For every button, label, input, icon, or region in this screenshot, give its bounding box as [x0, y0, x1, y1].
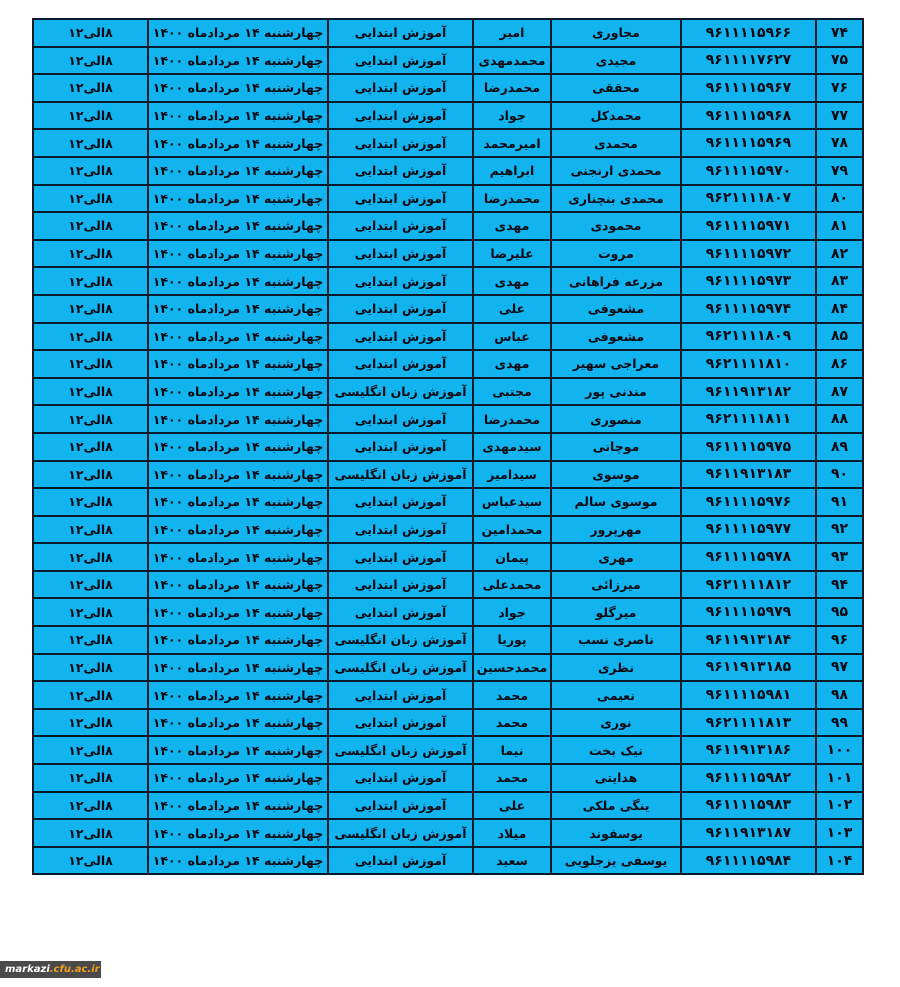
first-name-cell: جواد	[473, 598, 551, 626]
exam-date-cell: چهارشنبه ۱۴ مردادماه ۱۴۰۰	[148, 461, 328, 489]
field-of-study-cell: آموزش ابتدایی	[328, 19, 473, 47]
exam-schedule-table	[32, 18, 864, 875]
last-name-cell: ناصری نسب	[551, 626, 681, 654]
exam-time-cell: ۸الی۱۲	[33, 792, 148, 820]
exam-time-cell: ۸الی۱۲	[33, 654, 148, 682]
field-of-study-cell: آموزش ابتدایی	[328, 102, 473, 130]
table-row	[33, 405, 863, 433]
exam-time-cell: ۸الی۱۲	[33, 598, 148, 626]
field-of-study-cell: آموزش ابتدایی	[328, 47, 473, 75]
student-code-cell: ۹۶۱۱۹۱۳۱۸۵	[681, 654, 816, 682]
last-name-cell: محمدی بنچناری	[551, 185, 681, 213]
last-name-cell: مهری	[551, 543, 681, 571]
exam-date-cell: چهارشنبه ۱۴ مردادماه ۱۴۰۰	[148, 709, 328, 737]
field-of-study-cell: آموزش ابتدایی	[328, 488, 473, 516]
exam-time-cell: ۸الی۱۲	[33, 847, 148, 875]
student-code-cell: ۹۶۱۱۱۱۵۹۷۴	[681, 295, 816, 323]
row-number-cell: ۹۶	[816, 626, 863, 654]
last-name-cell: موسوی	[551, 461, 681, 489]
exam-date-cell: چهارشنبه ۱۴ مردادماه ۱۴۰۰	[148, 847, 328, 875]
row-number-cell: ۹۷	[816, 654, 863, 682]
first-name-cell: محمد	[473, 681, 551, 709]
exam-date-cell: چهارشنبه ۱۴ مردادماه ۱۴۰۰	[148, 681, 328, 709]
student-code-cell: ۹۶۱۱۱۱۵۹۸۴	[681, 847, 816, 875]
table-body	[33, 19, 863, 874]
exam-time-cell: ۸الی۱۲	[33, 681, 148, 709]
last-name-cell: یوسفی یزجلویی	[551, 847, 681, 875]
last-name-cell: نوری	[551, 709, 681, 737]
student-code-cell: ۹۶۱۱۱۱۵۹۷۲	[681, 240, 816, 268]
row-number-cell: ۸۳	[816, 267, 863, 295]
exam-time-cell: ۸الی۱۲	[33, 709, 148, 737]
field-of-study-cell: آموزش ابتدایی	[328, 792, 473, 820]
row-number-cell: ۱۰۱	[816, 764, 863, 792]
table-row	[33, 681, 863, 709]
field-of-study-cell: آموزش ابتدایی	[328, 323, 473, 351]
exam-date-cell: چهارشنبه ۱۴ مردادماه ۱۴۰۰	[148, 405, 328, 433]
student-code-cell: ۹۶۱۱۱۱۵۹۷۰	[681, 157, 816, 185]
first-name-cell: محمدرضا	[473, 74, 551, 102]
first-name-cell: محمدعلی	[473, 571, 551, 599]
row-number-cell: ۸۲	[816, 240, 863, 268]
first-name-cell: سعید	[473, 847, 551, 875]
table-row	[33, 516, 863, 544]
first-name-cell: محمد	[473, 709, 551, 737]
exam-time-cell: ۸الی۱۲	[33, 240, 148, 268]
table-row	[33, 488, 863, 516]
row-number-cell: ۸۱	[816, 212, 863, 240]
exam-date-cell: چهارشنبه ۱۴ مردادماه ۱۴۰۰	[148, 19, 328, 47]
table-row	[33, 74, 863, 102]
last-name-cell: نعیمی	[551, 681, 681, 709]
first-name-cell: سیدعباس	[473, 488, 551, 516]
exam-time-cell: ۸الی۱۲	[33, 543, 148, 571]
table-row	[33, 212, 863, 240]
row-number-cell: ۷۵	[816, 47, 863, 75]
row-number-cell: ۹۸	[816, 681, 863, 709]
row-number-cell: ۹۴	[816, 571, 863, 599]
first-name-cell: مهدی	[473, 267, 551, 295]
exam-date-cell: چهارشنبه ۱۴ مردادماه ۱۴۰۰	[148, 74, 328, 102]
table-row	[33, 571, 863, 599]
first-name-cell: پوریا	[473, 626, 551, 654]
exam-date-cell: چهارشنبه ۱۴ مردادماه ۱۴۰۰	[148, 157, 328, 185]
table-row	[33, 295, 863, 323]
row-number-cell: ۸۶	[816, 350, 863, 378]
first-name-cell: علی	[473, 295, 551, 323]
last-name-cell: نیک بخت	[551, 736, 681, 764]
table-row	[33, 323, 863, 351]
field-of-study-cell: آموزش ابتدایی	[328, 433, 473, 461]
field-of-study-cell: آموزش ابتدایی	[328, 295, 473, 323]
student-code-cell: ۹۶۱۱۱۱۵۹۶۶	[681, 19, 816, 47]
first-name-cell: محمدمهدی	[473, 47, 551, 75]
table-row	[33, 378, 863, 406]
exam-time-cell: ۸الی۱۲	[33, 736, 148, 764]
last-name-cell: میرگلو	[551, 598, 681, 626]
exam-date-cell: چهارشنبه ۱۴ مردادماه ۱۴۰۰	[148, 212, 328, 240]
student-code-cell: ۹۶۱۱۱۱۵۹۷۹	[681, 598, 816, 626]
first-name-cell: میلاد	[473, 819, 551, 847]
last-name-cell: منصوری	[551, 405, 681, 433]
table-row	[33, 736, 863, 764]
first-name-cell: محمدحسین	[473, 654, 551, 682]
student-code-cell: ۹۶۱۱۹۱۳۱۸۶	[681, 736, 816, 764]
last-name-cell: مندنی پور	[551, 378, 681, 406]
row-number-cell: ۹۹	[816, 709, 863, 737]
table-row	[33, 102, 863, 130]
field-of-study-cell: آموزش ابتدایی	[328, 185, 473, 213]
last-name-cell: هدایتی	[551, 764, 681, 792]
student-code-cell: ۹۶۱۱۱۱۵۹۷۷	[681, 516, 816, 544]
exam-date-cell: چهارشنبه ۱۴ مردادماه ۱۴۰۰	[148, 654, 328, 682]
table-row	[33, 461, 863, 489]
table-row	[33, 129, 863, 157]
row-number-cell: ۷۷	[816, 102, 863, 130]
field-of-study-cell: آموزش ابتدایی	[328, 847, 473, 875]
student-code-cell: ۹۶۲۱۱۱۱۸۱۰	[681, 350, 816, 378]
field-of-study-cell: آموزش ابتدایی	[328, 350, 473, 378]
exam-date-cell: چهارشنبه ۱۴ مردادماه ۱۴۰۰	[148, 792, 328, 820]
field-of-study-cell: آموزش زبان انگلیسی	[328, 461, 473, 489]
field-of-study-cell: آموزش ابتدایی	[328, 516, 473, 544]
first-name-cell: مهدی	[473, 350, 551, 378]
student-code-cell: ۹۶۲۱۱۱۱۸۰۷	[681, 185, 816, 213]
exam-time-cell: ۸الی۱۲	[33, 185, 148, 213]
first-name-cell: سیدامیر	[473, 461, 551, 489]
student-code-cell: ۹۶۱۱۱۱۵۹۶۹	[681, 129, 816, 157]
exam-date-cell: چهارشنبه ۱۴ مردادماه ۱۴۰۰	[148, 295, 328, 323]
exam-date-cell: چهارشنبه ۱۴ مردادماه ۱۴۰۰	[148, 571, 328, 599]
table-row	[33, 19, 863, 47]
exam-time-cell: ۸الی۱۲	[33, 405, 148, 433]
exam-time-cell: ۸الی۱۲	[33, 19, 148, 47]
first-name-cell: علی	[473, 792, 551, 820]
table-row	[33, 185, 863, 213]
field-of-study-cell: آموزش ابتدایی	[328, 267, 473, 295]
last-name-cell: محمودی	[551, 212, 681, 240]
first-name-cell: ابراهیم	[473, 157, 551, 185]
last-name-cell: مهرپرور	[551, 516, 681, 544]
student-code-cell: ۹۶۲۱۱۱۱۸۰۹	[681, 323, 816, 351]
first-name-cell: سیدمهدی	[473, 433, 551, 461]
watermark-domain-part1: markazi	[5, 964, 50, 975]
exam-time-cell: ۸الی۱۲	[33, 516, 148, 544]
student-code-cell: ۹۶۱۱۱۱۵۹۶۷	[681, 74, 816, 102]
first-name-cell: محمدرضا	[473, 405, 551, 433]
last-name-cell: موچانی	[551, 433, 681, 461]
field-of-study-cell: آموزش ابتدایی	[328, 157, 473, 185]
field-of-study-cell: آموزش ابتدایی	[328, 405, 473, 433]
student-code-cell: ۹۶۱۱۱۱۵۹۸۲	[681, 764, 816, 792]
row-number-cell: ۸۰	[816, 185, 863, 213]
exam-time-cell: ۸الی۱۲	[33, 350, 148, 378]
exam-date-cell: چهارشنبه ۱۴ مردادماه ۱۴۰۰	[148, 433, 328, 461]
table-row	[33, 626, 863, 654]
student-code-cell: ۹۶۱۱۱۱۵۹۸۳	[681, 792, 816, 820]
exam-time-cell: ۸الی۱۲	[33, 212, 148, 240]
student-code-cell: ۹۶۱۱۱۱۵۹۸۱	[681, 681, 816, 709]
table-row	[33, 267, 863, 295]
field-of-study-cell: آموزش ابتدایی	[328, 74, 473, 102]
last-name-cell: مجاوری	[551, 19, 681, 47]
row-number-cell: ۸۵	[816, 323, 863, 351]
last-name-cell: مجیدی	[551, 47, 681, 75]
exam-time-cell: ۸الی۱۲	[33, 461, 148, 489]
exam-date-cell: چهارشنبه ۱۴ مردادماه ۱۴۰۰	[148, 102, 328, 130]
first-name-cell: نیما	[473, 736, 551, 764]
first-name-cell: جواد	[473, 102, 551, 130]
exam-date-cell: چهارشنبه ۱۴ مردادماه ۱۴۰۰	[148, 543, 328, 571]
row-number-cell: ۱۰۰	[816, 736, 863, 764]
watermark-domain-part2: .cfu.ac.ir	[49, 964, 100, 975]
last-name-cell: یوسفوند	[551, 819, 681, 847]
row-number-cell: ۱۰۴	[816, 847, 863, 875]
first-name-cell: علیرضا	[473, 240, 551, 268]
field-of-study-cell: آموزش ابتدایی	[328, 598, 473, 626]
exam-time-cell: ۸الی۱۲	[33, 433, 148, 461]
last-name-cell: مشعوفی	[551, 323, 681, 351]
student-code-cell: ۹۶۱۱۹۱۳۱۸۳	[681, 461, 816, 489]
exam-time-cell: ۸الی۱۲	[33, 488, 148, 516]
exam-time-cell: ۸الی۱۲	[33, 323, 148, 351]
field-of-study-cell: آموزش ابتدایی	[328, 129, 473, 157]
last-name-cell: ینگی ملکی	[551, 792, 681, 820]
student-code-cell: ۹۶۱۱۱۱۵۹۶۸	[681, 102, 816, 130]
exam-time-cell: ۸الی۱۲	[33, 626, 148, 654]
row-number-cell: ۹۵	[816, 598, 863, 626]
student-code-cell: ۹۶۱۱۱۱۵۹۷۶	[681, 488, 816, 516]
field-of-study-cell: آموزش زبان انگلیسی	[328, 819, 473, 847]
last-name-cell: مشعوفی	[551, 295, 681, 323]
table-row	[33, 47, 863, 75]
row-number-cell: ۷۹	[816, 157, 863, 185]
field-of-study-cell: آموزش زبان انگلیسی	[328, 736, 473, 764]
first-name-cell: محمدامین	[473, 516, 551, 544]
field-of-study-cell: آموزش ابتدایی	[328, 681, 473, 709]
exam-time-cell: ۸الی۱۲	[33, 129, 148, 157]
field-of-study-cell: آموزش ابتدایی	[328, 543, 473, 571]
field-of-study-cell: آموزش ابتدایی	[328, 764, 473, 792]
exam-date-cell: چهارشنبه ۱۴ مردادماه ۱۴۰۰	[148, 378, 328, 406]
first-name-cell: عباس	[473, 323, 551, 351]
row-number-cell: ۸۹	[816, 433, 863, 461]
last-name-cell: محمدی	[551, 129, 681, 157]
site-watermark	[0, 961, 101, 978]
exam-date-cell: چهارشنبه ۱۴ مردادماه ۱۴۰۰	[148, 819, 328, 847]
student-code-cell: ۹۶۲۱۱۱۱۸۱۱	[681, 405, 816, 433]
row-number-cell: ۷۸	[816, 129, 863, 157]
row-number-cell: ۷۶	[816, 74, 863, 102]
exam-date-cell: چهارشنبه ۱۴ مردادماه ۱۴۰۰	[148, 47, 328, 75]
student-code-cell: ۹۶۱۱۱۱۵۹۷۸	[681, 543, 816, 571]
field-of-study-cell: آموزش زبان انگلیسی	[328, 654, 473, 682]
exam-date-cell: چهارشنبه ۱۴ مردادماه ۱۴۰۰	[148, 516, 328, 544]
row-number-cell: ۱۰۲	[816, 792, 863, 820]
exam-date-cell: چهارشنبه ۱۴ مردادماه ۱۴۰۰	[148, 598, 328, 626]
last-name-cell: محمدکل	[551, 102, 681, 130]
table-row	[33, 350, 863, 378]
last-name-cell: محققی	[551, 74, 681, 102]
exam-time-cell: ۸الی۱۲	[33, 47, 148, 75]
field-of-study-cell: آموزش ابتدایی	[328, 709, 473, 737]
exam-date-cell: چهارشنبه ۱۴ مردادماه ۱۴۰۰	[148, 764, 328, 792]
exam-time-cell: ۸الی۱۲	[33, 267, 148, 295]
table-row	[33, 543, 863, 571]
last-name-cell: معراجی سهیر	[551, 350, 681, 378]
table-row	[33, 764, 863, 792]
field-of-study-cell: آموزش زبان انگلیسی	[328, 378, 473, 406]
student-code-cell: ۹۶۲۱۱۱۱۸۱۲	[681, 571, 816, 599]
exam-date-cell: چهارشنبه ۱۴ مردادماه ۱۴۰۰	[148, 323, 328, 351]
exam-time-cell: ۸الی۱۲	[33, 764, 148, 792]
last-name-cell: مزرعه فراهانی	[551, 267, 681, 295]
exam-time-cell: ۸الی۱۲	[33, 157, 148, 185]
row-number-cell: ۱۰۳	[816, 819, 863, 847]
field-of-study-cell: آموزش زبان انگلیسی	[328, 626, 473, 654]
last-name-cell: میرزائی	[551, 571, 681, 599]
field-of-study-cell: آموزش ابتدایی	[328, 240, 473, 268]
first-name-cell: محمد	[473, 764, 551, 792]
student-code-cell: ۹۶۱۱۹۱۳۱۸۴	[681, 626, 816, 654]
exam-time-cell: ۸الی۱۲	[33, 819, 148, 847]
first-name-cell: پیمان	[473, 543, 551, 571]
row-number-cell: ۹۲	[816, 516, 863, 544]
table-row	[33, 654, 863, 682]
exam-time-cell: ۸الی۱۲	[33, 74, 148, 102]
exam-time-cell: ۸الی۱۲	[33, 295, 148, 323]
student-code-cell: ۹۶۱۱۱۱۵۹۷۵	[681, 433, 816, 461]
table-row	[33, 709, 863, 737]
exam-schedule-table-container	[32, 18, 862, 875]
student-code-cell: ۹۶۱۱۱۱۵۹۷۳	[681, 267, 816, 295]
exam-date-cell: چهارشنبه ۱۴ مردادماه ۱۴۰۰	[148, 267, 328, 295]
field-of-study-cell: آموزش ابتدایی	[328, 571, 473, 599]
last-name-cell: محمدی ارنجنی	[551, 157, 681, 185]
student-code-cell: ۹۶۱۱۹۱۳۱۸۷	[681, 819, 816, 847]
table-row	[33, 157, 863, 185]
row-number-cell: ۷۴	[816, 19, 863, 47]
table-row	[33, 792, 863, 820]
student-code-cell: ۹۶۱۱۱۱۵۹۷۱	[681, 212, 816, 240]
table-row	[33, 598, 863, 626]
student-code-cell: ۹۶۱۱۱۱۷۶۲۷	[681, 47, 816, 75]
student-code-cell: ۹۶۲۱۱۱۱۸۱۳	[681, 709, 816, 737]
student-code-cell: ۹۶۱۱۹۱۳۱۸۲	[681, 378, 816, 406]
exam-date-cell: چهارشنبه ۱۴ مردادماه ۱۴۰۰	[148, 626, 328, 654]
last-name-cell: مروت	[551, 240, 681, 268]
first-name-cell: امیر	[473, 19, 551, 47]
row-number-cell: ۹۳	[816, 543, 863, 571]
row-number-cell: ۸۴	[816, 295, 863, 323]
last-name-cell: نظری	[551, 654, 681, 682]
table-row	[33, 819, 863, 847]
exam-time-cell: ۸الی۱۲	[33, 571, 148, 599]
last-name-cell: موسوی سالم	[551, 488, 681, 516]
row-number-cell: ۸۷	[816, 378, 863, 406]
exam-date-cell: چهارشنبه ۱۴ مردادماه ۱۴۰۰	[148, 350, 328, 378]
exam-date-cell: چهارشنبه ۱۴ مردادماه ۱۴۰۰	[148, 185, 328, 213]
first-name-cell: مهدی	[473, 212, 551, 240]
exam-date-cell: چهارشنبه ۱۴ مردادماه ۱۴۰۰	[148, 488, 328, 516]
table-row	[33, 240, 863, 268]
exam-date-cell: چهارشنبه ۱۴ مردادماه ۱۴۰۰	[148, 240, 328, 268]
exam-date-cell: چهارشنبه ۱۴ مردادماه ۱۴۰۰	[148, 129, 328, 157]
table-row	[33, 433, 863, 461]
row-number-cell: ۸۸	[816, 405, 863, 433]
first-name-cell: محمدرضا	[473, 185, 551, 213]
table-row	[33, 847, 863, 875]
exam-date-cell: چهارشنبه ۱۴ مردادماه ۱۴۰۰	[148, 736, 328, 764]
field-of-study-cell: آموزش ابتدایی	[328, 212, 473, 240]
row-number-cell: ۹۱	[816, 488, 863, 516]
first-name-cell: امیرمحمد	[473, 129, 551, 157]
first-name-cell: مجتبی	[473, 378, 551, 406]
row-number-cell: ۹۰	[816, 461, 863, 489]
exam-time-cell: ۸الی۱۲	[33, 378, 148, 406]
exam-time-cell: ۸الی۱۲	[33, 102, 148, 130]
